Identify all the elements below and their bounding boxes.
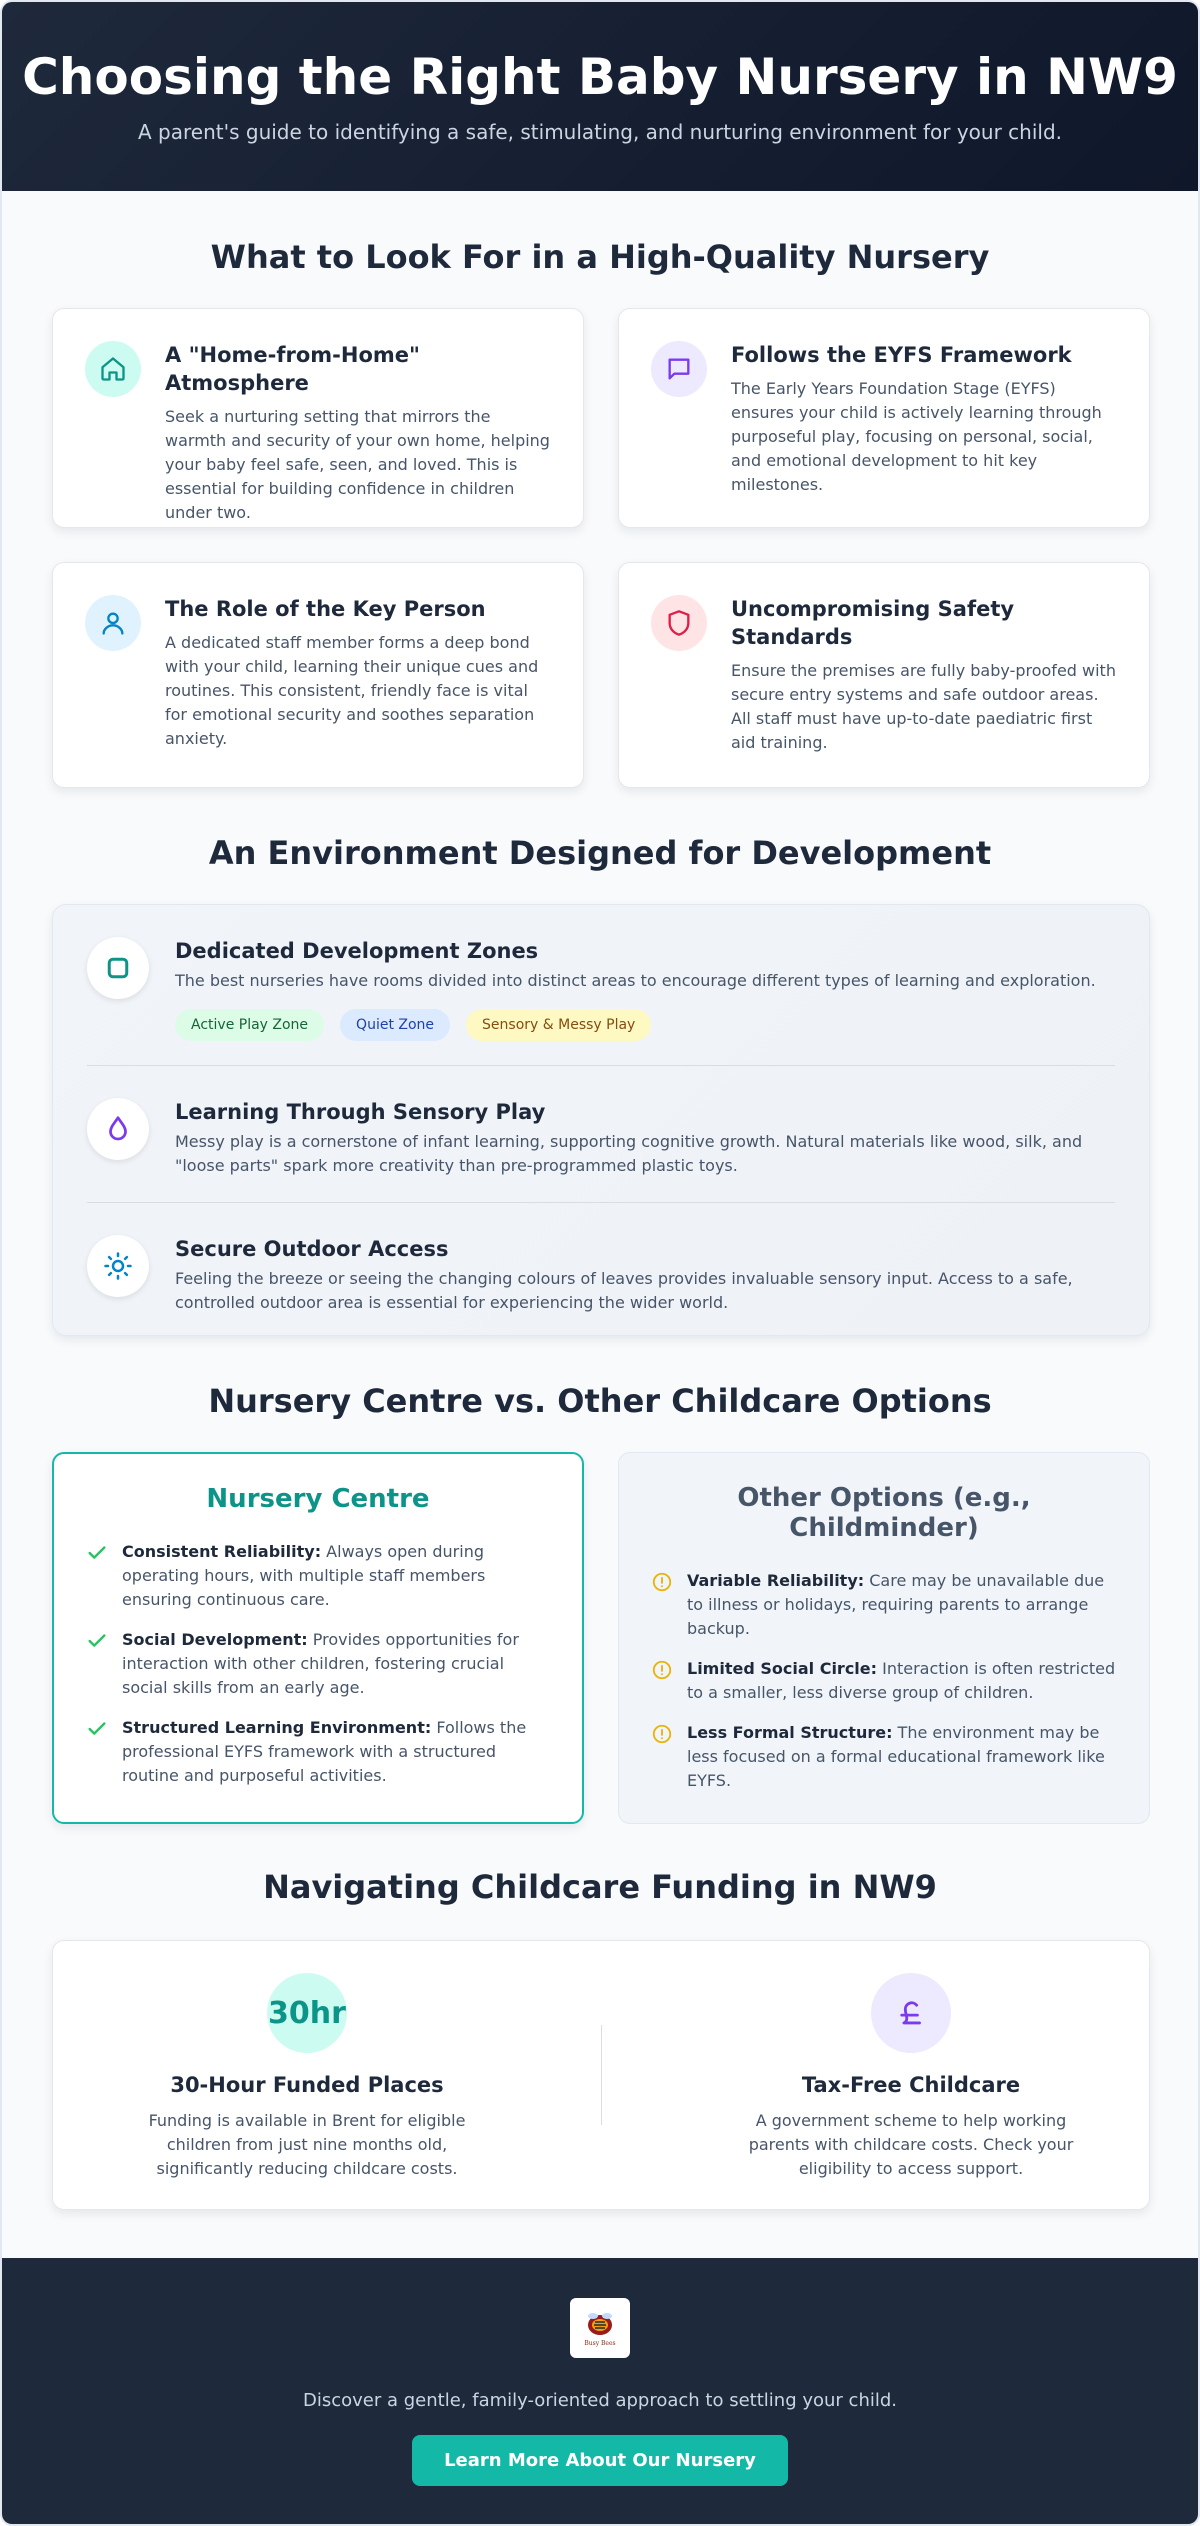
other-options-title: Other Options (e.g., Childminder)	[737, 1483, 1031, 1543]
learn-more-button[interactable]: Learn More About Our Nursery	[412, 2435, 788, 2486]
environment-item-text: Messy play is a cornerstone of infant learning, supporting cognitive growth. Natural materials like wood, silk, and "loose parts" spark more creativity than pre-programmed plastic toys.	[175, 1132, 1083, 1175]
comparison-item	[86, 1628, 550, 1700]
comparison-item-text: Variable Reliability: Care may be unavailable due to illness or holidays, requiring parents to arrange backup.	[687, 1571, 1105, 1638]
funding-badge: 30hr	[268, 1995, 346, 2031]
funding-badge-circle	[267, 1973, 347, 2053]
environment-item-zones	[87, 905, 1115, 1065]
comparison-item-text: Consistent Reliability: Always open during operating hours, with multiple staff members ensuring continuous care.	[122, 1542, 486, 1609]
sun-icon	[87, 1235, 149, 1297]
funding-item-text: Funding is available in Brent for eligible children from just nine months old, significantly reducing childcare costs.	[148, 2111, 466, 2178]
other-options-column	[618, 1452, 1150, 1824]
quality-card-title: A "Home-from-Home" Atmosphere	[165, 343, 420, 395]
home-icon	[85, 341, 141, 397]
funding-item-tax-free	[741, 1973, 1081, 2181]
environment-item-text: The best nurseries have rooms divided into distinct areas to encourage different types of learning and exploration.	[175, 971, 1096, 990]
environment-item-title: Dedicated Development Zones	[175, 939, 539, 963]
funding-item-title: 30-Hour Funded Places	[170, 2073, 444, 2097]
alert-circle-icon	[651, 1569, 675, 1641]
square-icon	[87, 937, 149, 999]
quality-section-title: What to Look For in a High-Quality Nursery	[210, 238, 990, 276]
logo-text: Busy Bees	[584, 2339, 616, 2347]
nursery-logo[interactable]	[570, 2298, 630, 2358]
user-icon	[85, 595, 141, 651]
comparison-item-text: Limited Social Circle: Interaction is often restricted to a smaller, less diverse group of children.	[687, 1659, 1116, 1702]
comparison-item-text: Social Development: Provides opportunities for interaction with other children, fostering crucial social skills from an early age.	[122, 1630, 519, 1697]
message-square-icon	[651, 341, 707, 397]
quality-card-text: Seek a nurturing setting that mirrors the warmth and security of your own home, helping your baby feel safe, seen, and loved. This is essential for building confidence in children under two.	[165, 407, 550, 522]
zone-tag: Active Play Zone	[175, 1009, 324, 1041]
funding-divider	[601, 2025, 602, 2125]
funding-item-30hr	[137, 1973, 477, 2181]
funding-section-title: Navigating Childcare Funding in NW9	[263, 1868, 937, 1906]
zone-tag: Sensory & Messy Play	[466, 1009, 651, 1041]
footer	[2, 2258, 1198, 2526]
nursery-centre-title: Nursery Centre	[206, 1484, 430, 1514]
hero-header	[2, 2, 1198, 191]
environment-item-outdoor	[87, 1202, 1115, 1339]
comparison-section-title: Nursery Centre vs. Other Childcare Options	[208, 1382, 992, 1420]
zone-tags	[175, 1009, 1096, 1041]
nursery-centre-column	[52, 1452, 584, 1824]
funding-item-text: A government scheme to help working parents with childcare costs. Check your eligibility to access support.	[748, 2111, 1074, 2178]
shield-icon	[651, 595, 707, 651]
page-subtitle: A parent's guide to identifying a safe, stimulating, and nurturing environment for your child.	[138, 120, 1062, 144]
check-icon	[86, 1628, 110, 1700]
quality-card-text: Ensure the premises are fully baby-proofed with secure entry systems and safe outdoor areas. All staff must have up-to-date paediatric first aid training.	[731, 661, 1116, 752]
bee-logo-icon	[583, 2310, 617, 2338]
quality-card-eyfs	[618, 308, 1150, 528]
quality-card-title: The Role of the Key Person	[165, 597, 486, 621]
zone-tag: Quiet Zone	[340, 1009, 450, 1041]
quality-card-home	[52, 308, 584, 528]
comparison-item	[651, 1657, 1117, 1705]
pound-currency-icon	[871, 1973, 951, 2053]
comparison-item	[86, 1540, 550, 1612]
environment-item-sensory	[87, 1065, 1115, 1202]
quality-card-text: A dedicated staff member forms a deep bond with your child, learning their unique cues and routines. This consistent, friendly face is vital for emotional security and soothes separation anxiety.	[165, 633, 539, 748]
page-title: Choosing the Right Baby Nursery in NW9	[22, 48, 1178, 106]
quality-card-key-person	[52, 562, 584, 788]
environment-item-title: Learning Through Sensory Play	[175, 1100, 546, 1124]
check-icon	[86, 1540, 110, 1612]
alert-circle-icon	[651, 1721, 675, 1793]
quality-card-title: Follows the EYFS Framework	[731, 343, 1072, 367]
comparison-item	[651, 1721, 1117, 1793]
quality-card-text: The Early Years Foundation Stage (EYFS) ensures your child is actively learning through purposeful play, focusing on personal, social, and emotional development to hit key milestones.	[731, 379, 1102, 494]
quality-card-title: Uncompromising Safety Standards	[731, 597, 1015, 649]
environment-section-title: An Environment Designed for Development	[208, 834, 992, 872]
funding-item-title: Tax-Free Childcare	[801, 2073, 1021, 2097]
comparison-item	[651, 1569, 1117, 1641]
comparison-item-text: Structured Learning Environment: Follows the professional EYFS framework with a structured routine and purposeful activities.	[122, 1718, 527, 1785]
environment-panel	[52, 904, 1150, 1336]
funding-panel	[52, 1940, 1150, 2210]
environment-item-title: Secure Outdoor Access	[175, 1237, 449, 1261]
alert-circle-icon	[651, 1657, 675, 1705]
droplet-icon	[87, 1098, 149, 1160]
check-icon	[86, 1716, 110, 1788]
environment-item-text: Feeling the breeze or seeing the changing colours of leaves provides invaluable sensory input. Access to a safe, controlled outdoor area is essential for experiencing the wider world.	[175, 1269, 1073, 1312]
comparison-item-text: Less Formal Structure: The environment may be less focused on a formal educational framework like EYFS.	[687, 1723, 1105, 1790]
comparison-item	[86, 1716, 550, 1788]
quality-card-safety	[618, 562, 1150, 788]
footer-tagline: Discover a gentle, family-oriented approach to settling your child.	[303, 2390, 897, 2411]
